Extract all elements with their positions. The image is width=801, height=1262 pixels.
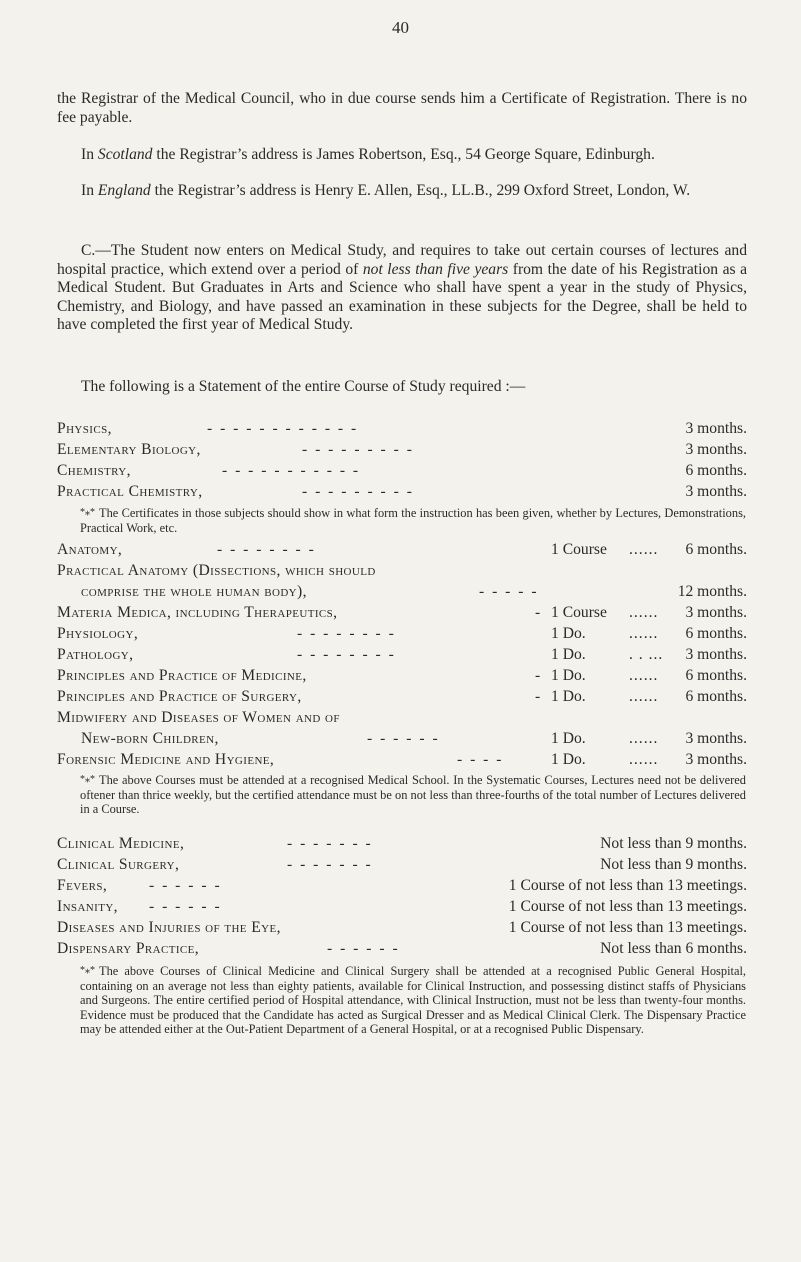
course-duration: 3 months.: [685, 646, 747, 663]
course-count: 1 Do.: [551, 730, 586, 747]
note-text: The above Courses must be attended at a recognised Medical School. In the Systematic Courses, Lectures need not be delivered oftener than thrice weekly, but the certified attendance must be on not less than three-fourths of the total number of Lectures delivered in a Course.: [80, 773, 746, 817]
page-number: 40: [392, 18, 409, 37]
course-name: Midwifery and Diseases of Women and of: [57, 709, 340, 726]
subject-name: Physics,: [57, 420, 112, 437]
course-duration: 6 months.: [685, 688, 747, 705]
leader-dashes: - - - - - - - - - - - -: [207, 420, 359, 437]
england-word: England: [97, 182, 151, 199]
course-count: 1 Course: [551, 541, 607, 558]
course-duration: 3 months.: [685, 604, 747, 621]
clinical-requirement: 1 Course of not less than 13 meetings.: [508, 898, 747, 915]
leader-dots: . . ...: [629, 646, 664, 663]
note-text: The Certificates in those subjects should show in what form the instruction has been given, whether by Lectures, Demonstrations, Practical Work, etc.: [80, 506, 746, 535]
course-name: Practical Anatomy (Dissections, which should: [57, 562, 376, 579]
subject-row: [57, 419, 747, 439]
subject-duration: 6 months.: [685, 462, 747, 479]
study-text-c: from the date of his Registration as a Medical Student. But Graduates in Arts and Science who shall have spent a year in the study of Physics, Chemistry, and Biology, and have passed an examination in these subjects for the Degree, shall be held to have completed the first year of Medical Study.: [57, 260, 747, 334]
course-name-cont: comprise the whole human body),: [81, 583, 307, 600]
course-row: [57, 645, 747, 665]
course-duration: 6 months.: [685, 667, 747, 684]
scotland-prefix: In: [81, 146, 98, 163]
course-duration: 3 months.: [685, 751, 747, 768]
clinical-row: [57, 876, 747, 896]
course-duration: 12 months.: [677, 583, 747, 600]
leader-dots: ......: [629, 688, 659, 705]
asterism-icon: *⁎*: [80, 507, 95, 518]
clinical-name: Fevers,: [57, 877, 108, 894]
leader-dashes: - - - - - - - - -: [302, 441, 414, 458]
course-row: [57, 729, 747, 749]
clinical-name: Dispensary Practice,: [57, 940, 200, 957]
clinical-row: [57, 834, 747, 854]
course-count: 1 Do.: [551, 688, 586, 705]
paragraph-england: [57, 182, 747, 201]
subject-row: [57, 440, 747, 460]
leader-dashes: - - - - - - -: [287, 835, 373, 852]
asterism-icon: *⁎*: [80, 965, 95, 976]
clinical-name: Clinical Surgery,: [57, 856, 180, 873]
leader-dashes: - - - - - -: [367, 730, 440, 747]
course-name: Physiology,: [57, 625, 139, 642]
england-address: the Registrar’s address is Henry E. Allen, Esq., LL.B., 299 Oxford Street, London, W.: [150, 182, 691, 199]
clinical-requirement: Not less than 9 months.: [600, 835, 747, 852]
subject-row: [57, 461, 747, 481]
note-text: The above Courses of Clinical Medicine and Clinical Surgery shall be attended at a recognised Public General Hospital, containing on an average not less than eighty patients, available for Clinical Instruction, and possessing distinct staffs of Physicians and Surgeons. The entire certified period of Hospital attendance, with Clinical Instruction, must not be less than twenty-four months. Evidence must be produced that the Candidate has acted as Surgical Dresser and as Medical Clinical Clerk. The Dispensary Practice may be attended either at the Out-Patient Department of a General Hospital, or at a recognised Public Dispensary.: [80, 964, 746, 1037]
leader-dashes: - - - - - - - - -: [302, 483, 414, 500]
note-systematic-courses: [80, 773, 746, 817]
course-name-cont: New-born Children,: [81, 730, 219, 747]
course-row: [57, 603, 747, 623]
leader-dashes: - - - -: [457, 751, 504, 768]
clinical-requirement: Not less than 6 months.: [600, 940, 747, 957]
course-row: [57, 708, 747, 728]
clinical-row: [57, 855, 747, 875]
leader-dots: ......: [629, 541, 659, 558]
course-row: [57, 687, 747, 707]
leader-dashes: - - - - - - - -: [297, 646, 396, 663]
clinical-name: Insanity,: [57, 898, 118, 915]
course-name: Pathology,: [57, 646, 134, 663]
study-period: not less than five years: [362, 260, 509, 278]
leader-dots: ......: [629, 730, 659, 747]
leader-dots: ......: [629, 667, 659, 684]
note-clinical-courses: [80, 964, 746, 1037]
clinical-requirement: 1 Course of not less than 13 meetings.: [508, 877, 747, 894]
course-row: [57, 582, 747, 602]
clinical-name: Clinical Medicine,: [57, 835, 185, 852]
clinical-row: [57, 897, 747, 917]
course-name: Principles and Practice of Medicine,: [57, 667, 307, 684]
course-count: 1 Do.: [551, 751, 586, 768]
course-name: Anatomy,: [57, 541, 123, 558]
course-name: Forensic Medicine and Hygiene,: [57, 751, 275, 768]
clinical-row: [57, 939, 747, 959]
course-row: [57, 540, 747, 560]
clinical-requirement: 1 Course of not less than 13 meetings.: [508, 919, 747, 936]
scotland-word: Scotland: [97, 146, 153, 163]
clinical-row: [57, 918, 747, 938]
course-count: 1 Do.: [551, 646, 586, 663]
subject-duration: 3 months.: [685, 420, 747, 437]
paragraph-scotland: [57, 146, 747, 165]
subject-name: Elementary Biology,: [57, 441, 201, 458]
paragraph-registration: [57, 90, 747, 127]
course-count: 1 Do.: [551, 625, 586, 642]
leader-dashes: - - - - - -: [149, 898, 222, 915]
study-text-a: C.—The Student now enters on Medical Study, and requires to take out certain courses of lectures and hospital practice, which extend over a period of: [57, 242, 747, 278]
leader-dashes: - - - - - -: [149, 877, 222, 894]
subject-row: [57, 482, 747, 502]
england-prefix: In: [81, 182, 98, 199]
asterism-icon: *⁎*: [80, 774, 95, 785]
leader-dashes: - - - - - - - -: [297, 625, 396, 642]
course-row: [57, 750, 747, 770]
leader-dashes: - - - - - -: [327, 940, 400, 957]
course-count: 1 Do.: [551, 667, 586, 684]
course-duration: 3 months.: [685, 730, 747, 747]
leader-dots: ......: [629, 625, 659, 642]
leader-dashes: -: [535, 688, 543, 705]
leader-dashes: -: [535, 604, 543, 621]
subject-duration: 3 months.: [685, 483, 747, 500]
leader-dashes: - - - - -: [479, 583, 539, 600]
subject-duration: 3 months.: [685, 441, 747, 458]
clinical-name: Diseases and Injuries of the Eye,: [57, 919, 281, 936]
course-count: 1 Course: [551, 604, 607, 621]
leader-dashes: - - - - - - - - - - -: [222, 462, 361, 479]
note-certificates: [80, 506, 746, 535]
leader-dots: ......: [629, 751, 659, 768]
course-duration: 6 months.: [685, 625, 747, 642]
subject-name: Chemistry,: [57, 462, 131, 479]
course-row: [57, 561, 747, 581]
clinical-requirement: Not less than 9 months.: [600, 856, 747, 873]
scotland-address: the Registrar’s address is James Robertson, Esq., 54 George Square, Edinburgh.: [152, 146, 655, 163]
leader-dots: ......: [629, 604, 659, 621]
leader-dashes: - - - - - - -: [287, 856, 373, 873]
statement-text: The following is a Statement of the entire Course of Study required :—: [81, 378, 526, 395]
course-row: [57, 666, 747, 686]
course-duration: 6 months.: [685, 541, 747, 558]
subject-name: Practical Chemistry,: [57, 483, 203, 500]
course-name: Materia Medica, including Therapeutics,: [57, 604, 338, 621]
leader-dashes: -: [535, 667, 543, 684]
paragraph-statement: [57, 378, 747, 397]
paragraph-study: [57, 242, 747, 335]
registration-text: the Registrar of the Medical Council, who in due course sends him a Certificate of Registration. There is no fee payable.: [57, 90, 747, 126]
leader-dashes: - - - - - - - -: [217, 541, 316, 558]
course-name: Principles and Practice of Surgery,: [57, 688, 302, 705]
course-row: [57, 624, 747, 644]
